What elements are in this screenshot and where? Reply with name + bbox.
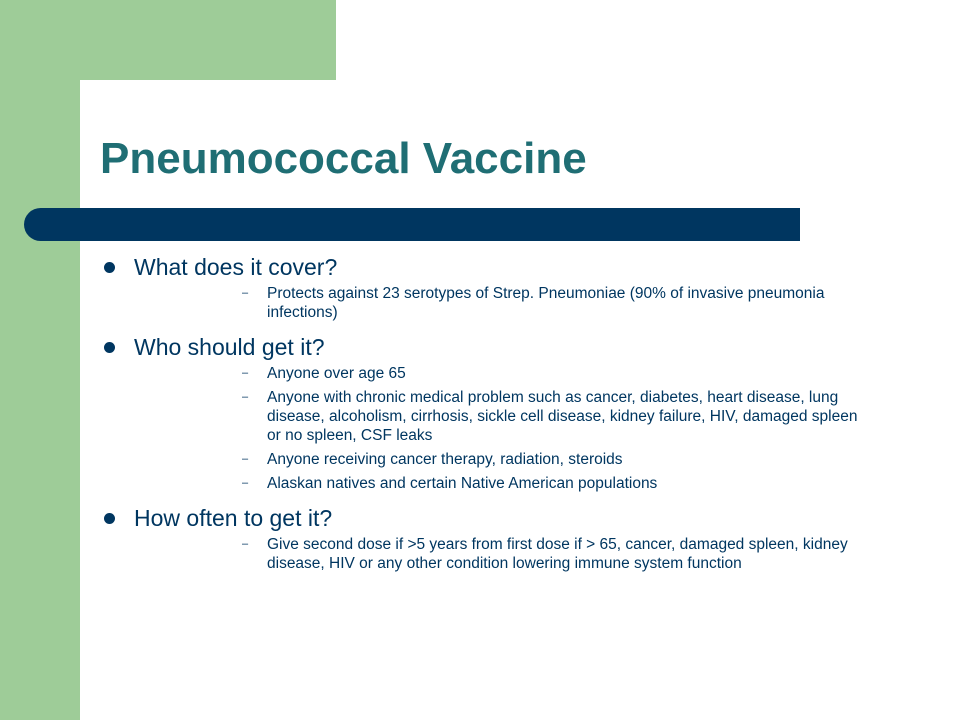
sub-bullet-text: Give second dose if >5 years from first dose if > 65, cancer, damaged spleen, kidney disease, HIV or any other condition lowering immune system function bbox=[267, 536, 848, 572]
green-side-band bbox=[0, 0, 80, 720]
sub-bullet-list bbox=[102, 364, 862, 493]
section-eligibility bbox=[102, 332, 862, 493]
sub-bullet-text: Alaskan natives and certain Native American populations bbox=[267, 475, 658, 492]
sub-bullet bbox=[102, 450, 862, 469]
sub-bullet bbox=[102, 474, 862, 493]
bullet-dot-icon bbox=[104, 513, 115, 524]
bullet-heading-text: How often to get it? bbox=[134, 505, 333, 531]
bullet-dot-icon bbox=[104, 342, 115, 353]
bullet-heading bbox=[102, 332, 862, 362]
dash-icon: – bbox=[242, 287, 249, 299]
dash-icon: – bbox=[242, 391, 249, 403]
sub-bullet bbox=[102, 364, 862, 383]
section-coverage bbox=[102, 252, 862, 322]
sub-bullet-text: Protects against 23 serotypes of Strep. Pneumoniae (90% of invasive pneumonia infections) bbox=[267, 285, 825, 321]
title-underline-bar bbox=[24, 208, 800, 241]
sub-bullet bbox=[102, 388, 862, 445]
dash-icon: – bbox=[242, 538, 249, 550]
sub-bullet-text: Anyone with chronic medical problem such as cancer, diabetes, heart disease, lung disease, alcoholism, cirrhosis, sickle cell disease, kidney failure, HIV, damaged spleen or no spleen, CSF leaks bbox=[267, 389, 858, 444]
bullet-content bbox=[102, 252, 862, 583]
bullet-heading-text: Who should get it? bbox=[134, 334, 325, 360]
dash-icon: – bbox=[242, 477, 249, 489]
green-top-block bbox=[0, 0, 336, 80]
sub-bullet bbox=[102, 535, 862, 573]
section-frequency bbox=[102, 503, 862, 573]
sub-bullet-text: Anyone over age 65 bbox=[267, 365, 406, 382]
bullet-heading bbox=[102, 503, 862, 533]
sub-bullet-list bbox=[102, 535, 862, 573]
bullet-heading-text: What does it cover? bbox=[134, 254, 338, 280]
bullet-dot-icon bbox=[104, 262, 115, 273]
bullet-heading bbox=[102, 252, 862, 282]
dash-icon: – bbox=[242, 453, 249, 465]
sub-bullet bbox=[102, 284, 862, 322]
sub-bullet-list bbox=[102, 284, 862, 322]
dash-icon: – bbox=[242, 367, 249, 379]
sub-bullet-text: Anyone receiving cancer therapy, radiation, steroids bbox=[267, 451, 623, 468]
slide-title: Pneumococcal Vaccine bbox=[100, 134, 587, 183]
